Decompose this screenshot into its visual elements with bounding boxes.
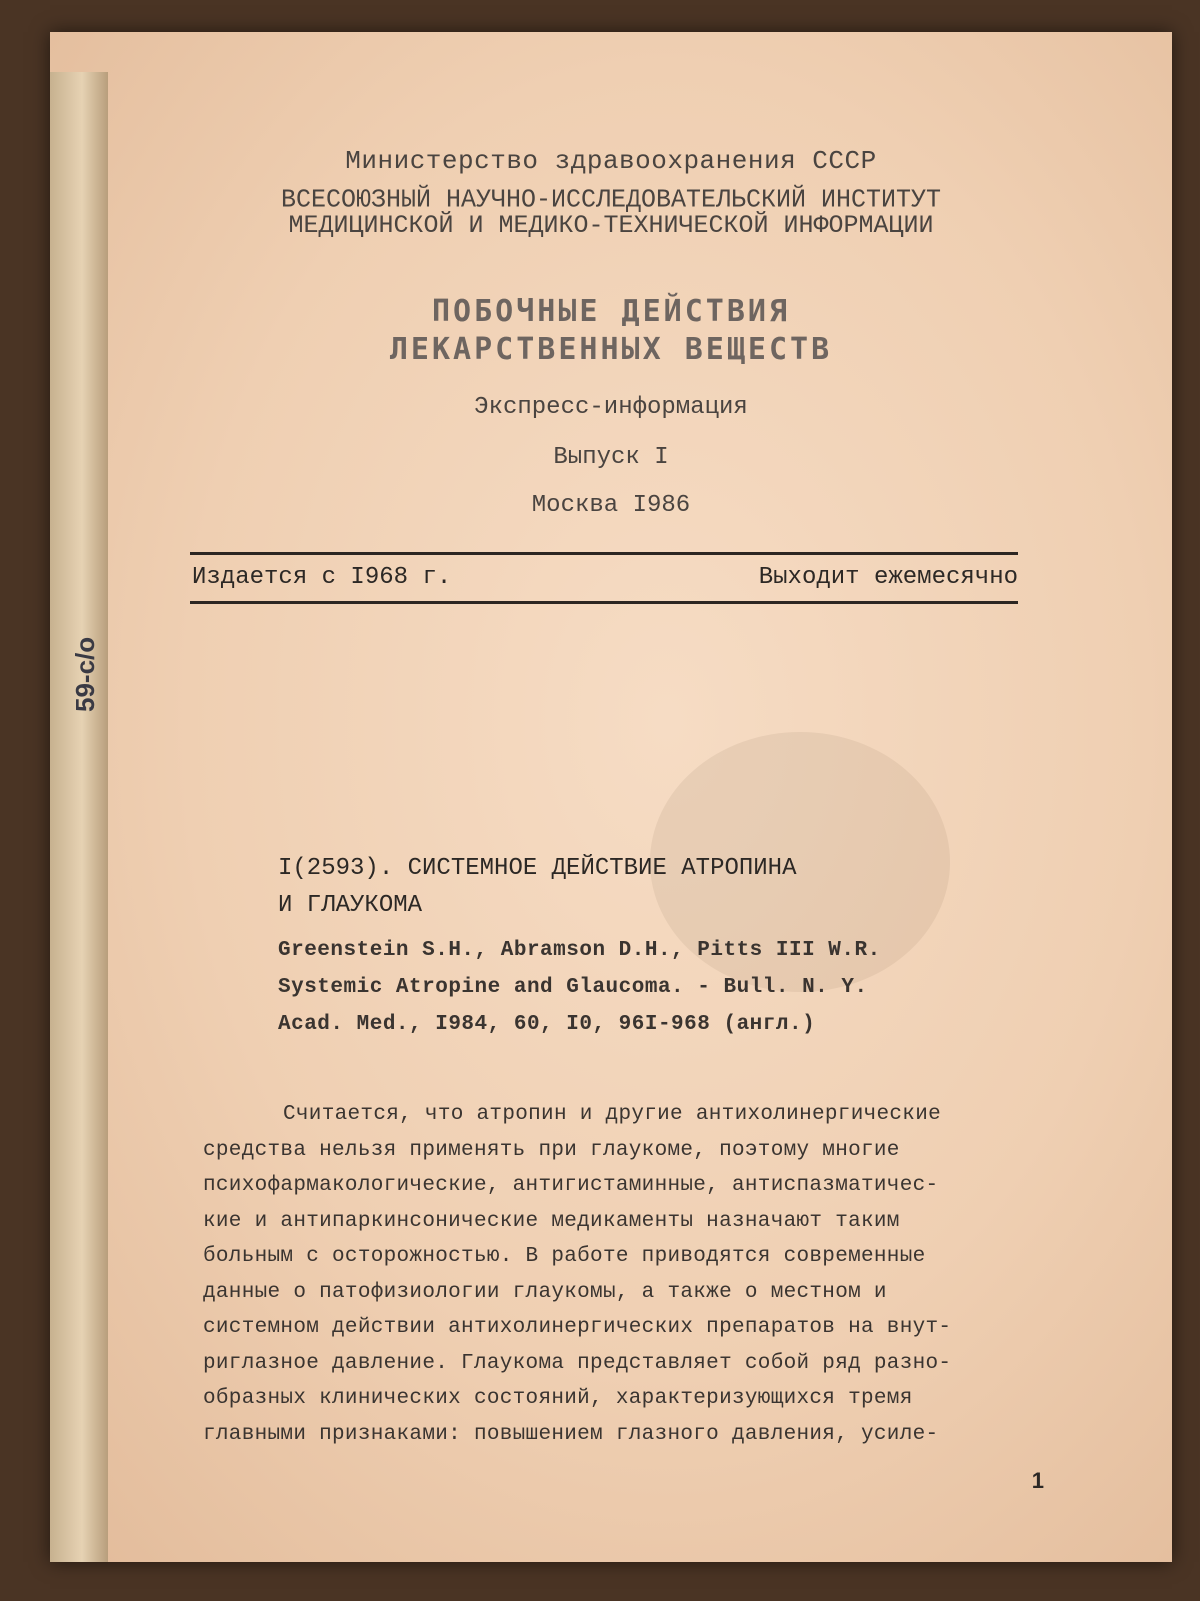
reference-line: Acad. Med., I984, 60, I0, 96I-968 (англ.): [278, 1013, 816, 1036]
body-line: главными признаками: повышением глазного давления, усиле-: [203, 1422, 939, 1446]
masthead-bottom-rule: [190, 601, 1018, 604]
published-since: Издается с I968 г.: [192, 564, 452, 591]
article-title-line-2: И ГЛАУКОМА: [278, 892, 423, 919]
publication-title-line-2: ЛЕКАРСТВЕННЫХ ВЕЩЕСТВ: [389, 332, 833, 367]
reference-line: Greenstein S.H., Abramson D.H., Pitts III W.R.: [278, 939, 881, 962]
body-line: больным с осторожностью. В работе приводятся современные: [203, 1245, 926, 1268]
margin-stamp: 59-с/о: [70, 636, 100, 712]
body-line: системном действии антихолинергических препаратов на внут-: [203, 1316, 952, 1339]
article-title-line-1: I(2593). СИСТЕМНОЕ ДЕЙСТВИЕ АТРОПИНА: [278, 855, 797, 882]
publication-title-line-1: ПОБОЧНЫЕ ДЕЙСТВИЯ: [431, 294, 791, 329]
reference-line: Systemic Atropine and Glaucoma. - Bull. N. Y.: [278, 976, 868, 999]
body-line: психофармакологические, антигистаминные, антиспазматичес-: [203, 1174, 939, 1197]
body-line: образных клинических состояний, характеризующихся тремя: [203, 1387, 913, 1410]
document-page: [50, 32, 1172, 1562]
body-line: риглазное давление. Глаукома представляет собой ряд разно-: [203, 1351, 952, 1375]
publication-frequency: Выходит ежемесячно: [758, 564, 1018, 591]
body-line: данные о патофизиологии глаукомы, а также о местном и: [203, 1280, 887, 1304]
issue-label: Выпуск I: [553, 444, 669, 471]
masthead-top-rule: [190, 552, 1018, 555]
institute-line-2: МЕДИЦИНСКОЙ И МЕДИКО-ТЕХНИЧЕСКОЙ ИНФОРМАЦИИ: [288, 211, 934, 240]
page-number: 1: [1031, 1468, 1044, 1493]
body-line: Считается, что атропин и другие антихолинергические: [283, 1103, 942, 1126]
body-line: средства нельзя применять при глаукоме, поэтому многие: [203, 1138, 900, 1162]
series-label: Экспресс-информация: [474, 394, 748, 421]
institute-line-1: ВСЕСОЮЗНЫЙ НАУЧНО-ИССЛЕДОВАТЕЛЬСКИЙ ИНСТИТУТ: [280, 184, 942, 215]
body-line: кие и антипаркинсонические медикаменты назначают таким: [203, 1209, 900, 1233]
article-body: [203, 1097, 1043, 1452]
article-reference: [278, 932, 881, 1043]
ministry-line: Министерство здравоохранения СССР: [345, 146, 877, 176]
article-title: [278, 850, 796, 924]
city-year-label: Москва I986: [531, 492, 691, 519]
